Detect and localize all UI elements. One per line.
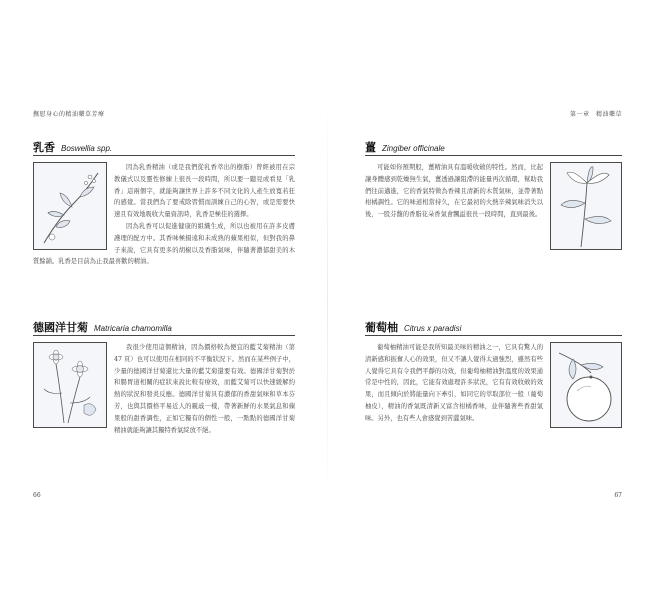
- ginger-flower-icon: [550, 162, 622, 250]
- page-number-left: 66: [33, 492, 41, 499]
- entry-german-chamomile: [33, 319, 295, 436]
- paragraph: 因為乳香可以促進健康的組織生成，所以也被用在許多皮膚護理的配方中。其香味極揚遠和未成熟的蘋果相似，但對我的鼻子來說，它具有更多的胡椒以及香脂氣味，伴隨著濃郁甜美的木質餘韻。乳香是目前為止我最喜歡的精油。: [33, 222, 295, 266]
- entry-frankincense: [33, 139, 295, 268]
- herb-name-latin: Boswellia spp.: [61, 144, 113, 153]
- paragraph: 因為乳香精油（或是我們從乳香萃出的樹脂）曾經被用在宗教儀式以及靈性修練上很長一段時間，所以要一聽見或看見「乳香」這兩個字，就能夠讓世界上許多不同文化的人產生放寬若狂的感覺。當我們為了要戒除習慣而訓練自己的心智，或是需要快速且有效地吸收大量資訊時，乳香是極佳的選擇。: [114, 164, 295, 219]
- entry-title: [33, 319, 295, 336]
- grapefruit-icon: [550, 342, 622, 428]
- herb-name-latin: Zingiber officinale: [382, 144, 445, 153]
- chamomile-flower-icon: [33, 342, 107, 428]
- entry-ginger: [365, 139, 622, 252]
- entry-title: [365, 139, 622, 156]
- herb-name-latin: Citrus x paradisi: [404, 324, 462, 333]
- herb-name-chinese: 德國洋甘菊: [33, 321, 88, 334]
- paragraph: 我很少使用這個精油，因為價格較為便宜的藍艾菊精油（第 47 頁）也可以使用在相同的不平衡狀況下。然而在某些例子中，少量的德國洋甘菊還比大量的藍艾菊還要有效。德國洋甘菊對於和腸胃道相關的症狀來說比較有療效，而藍艾菊可以快速緩解約熱的狀況和發炎反應。德國洋甘菊具有濃郁的香甜氣味和草本芬芳，也與其價格平易近人的親戚一樣，帶著新鮮的水果氣息和蘋果般的甜香調性，正如它獨有的個性一般，一點點的德國洋甘菊精油就能夠讓其獨特香氣綻放不絕。: [114, 344, 295, 434]
- frankincense-plant-icon: [33, 162, 107, 250]
- herb-name-chinese: 乳香: [33, 141, 55, 154]
- entry-grapefruit: [365, 319, 622, 430]
- herb-name-latin: Matricaria chamomilla: [94, 324, 172, 333]
- entry-title: [365, 319, 622, 336]
- entry-title: [33, 139, 295, 156]
- running-head-left: 撫慰身心的精油藥草芳療: [33, 111, 105, 118]
- paragraph: 可能如你預期般，薑精油具有溫暖收斂的特性。然而，比起讓身體感到乾燥無生氣，薑透過讓阻滯的能量再次循環，幫助我們往前邁進，它的香氣特徵為香辣且清新的木質氣味，並帶著點柑橘調性。它的味道相當持久，在它最初的火熱辛辣氣味消失以後，一股芬馥的香脂花朵香氣會飄溢很長一段時間，直到最後。: [365, 164, 543, 219]
- herb-name-chinese: 葡萄柚: [365, 321, 398, 334]
- gutter-shadow: [327, 95, 328, 505]
- paragraph: 葡萄柚精油可能是我所知最美味的精油之一，它具有驚人的清新感和振奮人心的效果，但又不讓人覺得太過強烈，雖然有些人覺得它具有令我們平靜的功效，但葡萄柚精油對溫度的效果通常是中性的，因此，它能有效處理許多狀況，它有有效收斂的效果，而且傾向於將能量向下牽引，如同它的萃取部位一般（葡萄柚皮），精油的香氣既清新又富含柑橘香味，並伴隨著些香甜氣味。另外，也有些人會感覺到苦澀氣味。: [365, 344, 543, 422]
- herb-name-chinese: 薑: [365, 141, 376, 154]
- page-number-right: 67: [614, 492, 622, 499]
- running-head-right: 第一章 精油藥草: [569, 111, 622, 118]
